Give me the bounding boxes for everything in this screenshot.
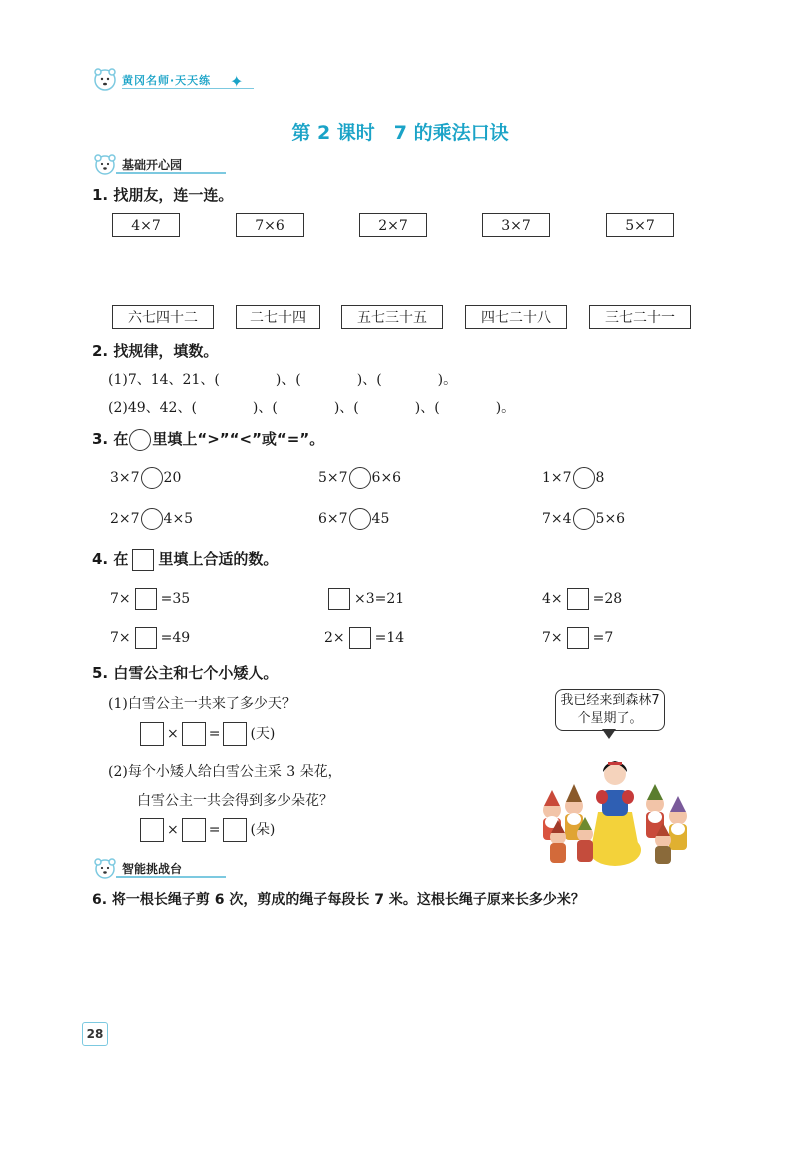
compare-right: 8 xyxy=(595,470,605,486)
fill-pre: 4× xyxy=(542,591,563,607)
question-2-title: 2. 找规律，填数。 xyxy=(92,342,219,360)
compare-item xyxy=(542,467,604,489)
sparkle-icon: ✦ xyxy=(230,72,244,91)
question-3-title-a: 3. 在 xyxy=(92,430,129,448)
rhyme-box[interactable]: 五七三十五 xyxy=(341,305,443,329)
equation-row-1 xyxy=(137,722,275,746)
fill-box[interactable] xyxy=(567,627,589,649)
fill-post: =14 xyxy=(374,630,405,646)
compare-left: 7×4 xyxy=(542,511,572,527)
answer-box[interactable] xyxy=(223,818,247,842)
fill-item xyxy=(324,588,404,610)
page-number: 28 xyxy=(82,1022,108,1046)
fill-post: =28 xyxy=(592,591,623,607)
compare-right: 20 xyxy=(163,470,182,486)
compare-item xyxy=(110,467,181,489)
compare-right: 4×5 xyxy=(163,511,194,527)
compare-item xyxy=(542,508,625,530)
equals-sign: = xyxy=(208,822,221,838)
compare-item xyxy=(110,508,193,530)
section-header-basic xyxy=(92,152,232,176)
expression-box[interactable]: 7×6 xyxy=(236,213,304,237)
compare-left: 1×7 xyxy=(542,470,572,486)
question-4-title xyxy=(92,548,278,571)
fill-pre: 2× xyxy=(324,630,345,646)
compare-right: 6×6 xyxy=(371,470,402,486)
square-blank-icon xyxy=(132,549,154,571)
section-label: 智能挑战台 xyxy=(122,862,183,876)
compare-left: 6×7 xyxy=(318,511,348,527)
fill-item xyxy=(542,627,613,649)
fill-item xyxy=(110,627,190,649)
expression-box[interactable]: 4×7 xyxy=(112,213,180,237)
compare-circle[interactable] xyxy=(349,467,371,489)
equation-row-2 xyxy=(137,818,275,842)
answer-box[interactable] xyxy=(140,818,164,842)
equals-sign: = xyxy=(208,726,221,742)
compare-circle[interactable] xyxy=(573,508,595,530)
question-6-title: 6. 将一根长绳子剪 6 次，剪成的绳子每段长 7 米。这根长绳子原来长多少米？ xyxy=(92,892,585,908)
bear-icon xyxy=(92,152,118,176)
circle-blank-icon xyxy=(129,429,151,451)
fill-box[interactable] xyxy=(135,588,157,610)
fill-box[interactable] xyxy=(328,588,350,610)
question-5-sub2-line2: 白雪公主一共会得到多少朵花？ xyxy=(137,793,333,809)
rhyme-box[interactable]: 三七二十一 xyxy=(589,305,691,329)
question-5-title: 5. 白雪公主和七个小矮人。 xyxy=(92,664,279,682)
answer-box[interactable] xyxy=(182,818,206,842)
unit-label: (朵) xyxy=(250,822,276,838)
compare-left: 5×7 xyxy=(318,470,348,486)
section-label: 基础开心园 xyxy=(122,158,183,172)
compare-circle[interactable] xyxy=(141,467,163,489)
fill-item xyxy=(324,627,404,649)
speech-bubble-tail xyxy=(602,729,616,739)
fill-post: =49 xyxy=(160,630,191,646)
compare-circle[interactable] xyxy=(141,508,163,530)
compare-item xyxy=(318,467,401,489)
rhyme-box[interactable]: 四七二十八 xyxy=(465,305,567,329)
compare-right: 5×6 xyxy=(595,511,626,527)
fill-post: =35 xyxy=(160,591,191,607)
snow-white-dwarfs-illustration xyxy=(530,742,700,868)
brand-text: 黄冈名师·天天练 xyxy=(122,74,212,87)
answer-box[interactable] xyxy=(223,722,247,746)
times-sign: × xyxy=(167,726,179,742)
expression-box[interactable]: 2×7 xyxy=(359,213,427,237)
section-underline xyxy=(116,172,226,174)
question-3-title-b: 里填上“>”“<”或“=”。 xyxy=(152,430,325,448)
fill-item xyxy=(542,588,622,610)
fill-box[interactable] xyxy=(135,627,157,649)
fill-item xyxy=(110,588,190,610)
compare-circle[interactable] xyxy=(349,508,371,530)
compare-circle[interactable] xyxy=(573,467,595,489)
rhyme-box[interactable]: 二七十四 xyxy=(236,305,320,329)
sequence-line-1[interactable]: (1)7、14、21、( )、( )、( )。 xyxy=(108,372,458,388)
section-header-challenge xyxy=(92,856,232,880)
question-5-sub1: (1)白雪公主一共来了多少天？ xyxy=(108,696,296,712)
fill-box[interactable] xyxy=(349,627,371,649)
compare-right: 45 xyxy=(371,511,390,527)
question-4-title-b: 里填上合适的数。 xyxy=(158,550,279,568)
fill-pre: 7× xyxy=(110,630,131,646)
fill-post: ×3=21 xyxy=(354,591,405,607)
expression-box[interactable]: 3×7 xyxy=(482,213,550,237)
times-sign: × xyxy=(167,822,179,838)
question-5-sub2-line1: (2)每个小矮人给白雪公主采 3 朵花， xyxy=(108,764,342,780)
question-4-title-a: 4. 在 xyxy=(92,550,129,568)
unit-label: (天) xyxy=(250,726,276,742)
bear-icon xyxy=(92,856,118,880)
bear-icon xyxy=(92,66,118,92)
question-3-title xyxy=(92,428,324,451)
compare-left: 2×7 xyxy=(110,511,140,527)
question-1-title: 1. 找朋友，连一连。 xyxy=(92,186,234,204)
compare-left: 3×7 xyxy=(110,470,140,486)
answer-box[interactable] xyxy=(140,722,164,746)
fill-pre: 7× xyxy=(110,591,131,607)
sequence-line-2[interactable]: (2)49、42、( )、( )、( )、( )。 xyxy=(108,400,516,416)
section-underline xyxy=(116,876,226,878)
expression-box[interactable]: 5×7 xyxy=(606,213,674,237)
fill-post: =7 xyxy=(592,630,614,646)
rhyme-box[interactable]: 六七四十二 xyxy=(112,305,214,329)
answer-box[interactable] xyxy=(182,722,206,746)
fill-pre: 7× xyxy=(542,630,563,646)
page-title: 第 2 课时 7 的乘法口诀 xyxy=(291,122,509,144)
fill-box[interactable] xyxy=(567,588,589,610)
compare-item xyxy=(318,508,389,530)
speech-bubble: 我已经来到森林7个星期了。 xyxy=(555,689,665,731)
